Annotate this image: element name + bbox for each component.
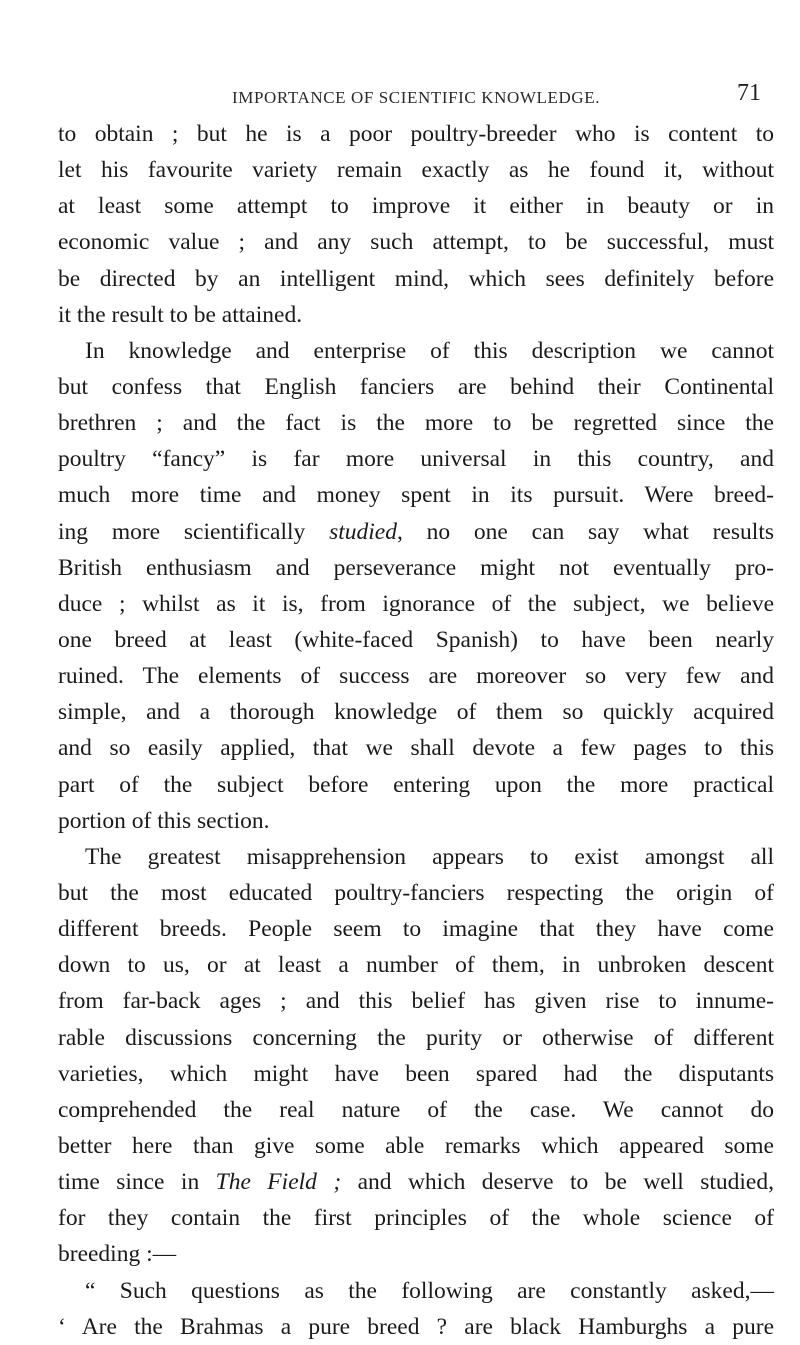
text-line: to obtain ; but he is a poor poultry-breeder who is content to	[58, 121, 774, 147]
text-line: The greatest misapprehension appears to exist amongst all	[85, 843, 774, 870]
text-line: much more time and money spent in its pursuit. Were breed-	[58, 482, 774, 509]
italic-phrase: The Field ;	[215, 1169, 342, 1196]
text-line: brethren ; and the fact is the more to be regretted since the	[58, 410, 774, 437]
text-line: economic value ; and any such attempt, to be successful, must	[58, 229, 774, 256]
text-line: better here than give some able remarks which appeared some	[58, 1132, 774, 1159]
text-line: at least some attempt to improve it either in beauty or in	[58, 193, 774, 220]
body-text	[58, 116, 774, 1345]
text-line: poultry “fancy” is far more universal in this country, and	[58, 446, 774, 473]
text-segment: , no one can say what results	[396, 518, 774, 545]
text-line: different breeds. People seem to imagine that they have come	[58, 916, 774, 943]
text-line: portion of this section.	[58, 807, 270, 834]
text-line: simple, and a thorough knowledge of them so quickly acquired	[58, 699, 774, 726]
text-line: for they contain the first principles of the whole science of	[58, 1205, 774, 1232]
text-line: but confess that English fanciers are behind their Continental	[58, 373, 774, 400]
text-segment: and which deserve to be well studied,	[341, 1169, 774, 1196]
text-line: varieties, which might have been spared had the disputants	[58, 1060, 774, 1087]
text-line: it the result to be attained.	[58, 301, 303, 328]
text-line: duce ; whilst as it is, from ignorance of the subject, we believe	[58, 590, 774, 617]
text-line: one breed at least (white-faced Spanish) to have been nearly	[58, 626, 774, 653]
text-line: be directed by an intelligent mind, which sees definitely before	[58, 265, 774, 292]
text-line: ruined. The elements of success are moreover so very few and	[58, 663, 774, 690]
text-line: rable discussions concerning the purity or otherwise of different	[58, 1024, 774, 1051]
text-line: part of the subject before entering upon the more practical	[58, 771, 774, 798]
text-line	[58, 1164, 774, 1200]
text-line: “ Such questions as the following are constantly asked,—	[85, 1277, 774, 1304]
text-line	[58, 514, 774, 550]
text-line: comprehended the real nature of the case. We cannot do	[58, 1096, 774, 1123]
text-segment: ing more scientifically	[58, 518, 330, 545]
text-line: breeding :—	[58, 1241, 177, 1268]
text-line: British enthusiasm and perseverance might not eventually pro-	[58, 554, 774, 581]
text-line: from far-back ages ; and this belief has given rise to innume-	[58, 988, 774, 1015]
italic-phrase: studied	[329, 518, 397, 545]
text-line: let his favourite variety remain exactly as he found it, without	[58, 157, 774, 184]
page-number: 71	[737, 80, 761, 106]
running-head: IMPORTANCE OF SCIENTIFIC KNOWLEDGE.	[232, 88, 601, 107]
text-line: ‘ Are the Brahmas a pure breed ? are black Hamburghs a pure	[58, 1313, 774, 1340]
text-line: but the most educated poultry-fanciers respecting the origin of	[58, 879, 774, 906]
text-line: In knowledge and enterprise of this description we cannot	[85, 337, 774, 364]
text-segment: time since in	[58, 1169, 216, 1196]
text-line: and so easily applied, that we shall devote a few pages to this	[58, 735, 774, 762]
text-line: down to us, or at least a number of them, in unbroken descent	[58, 952, 774, 979]
